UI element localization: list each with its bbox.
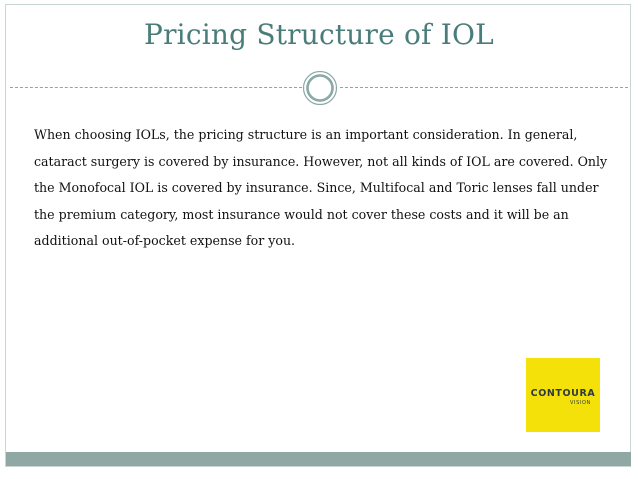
circle-ornament-icon (302, 70, 338, 106)
contoura-vision-logo (526, 358, 600, 432)
body-paragraph: When choosing IOLs, the pricing structure is an important consideration. In general, cataract surgery is covered by insurance. However, not all kinds of IOL are covered. Only the Monofocal IOL is covered by insurance. Since, Multifocal and Toric lenses fall under the premium category, most insurance would not cover these costs and it will be an additional out-of-pocket expense for you. (34, 127, 608, 248)
title-divider-right (340, 87, 628, 88)
title-divider-left (10, 87, 302, 88)
logo-main-text: CONTOURA (530, 388, 596, 399)
footer-bar (6, 452, 631, 466)
slide-title: Pricing Structure of IOL (144, 18, 494, 51)
logo-sub-text: VISION (570, 400, 591, 406)
